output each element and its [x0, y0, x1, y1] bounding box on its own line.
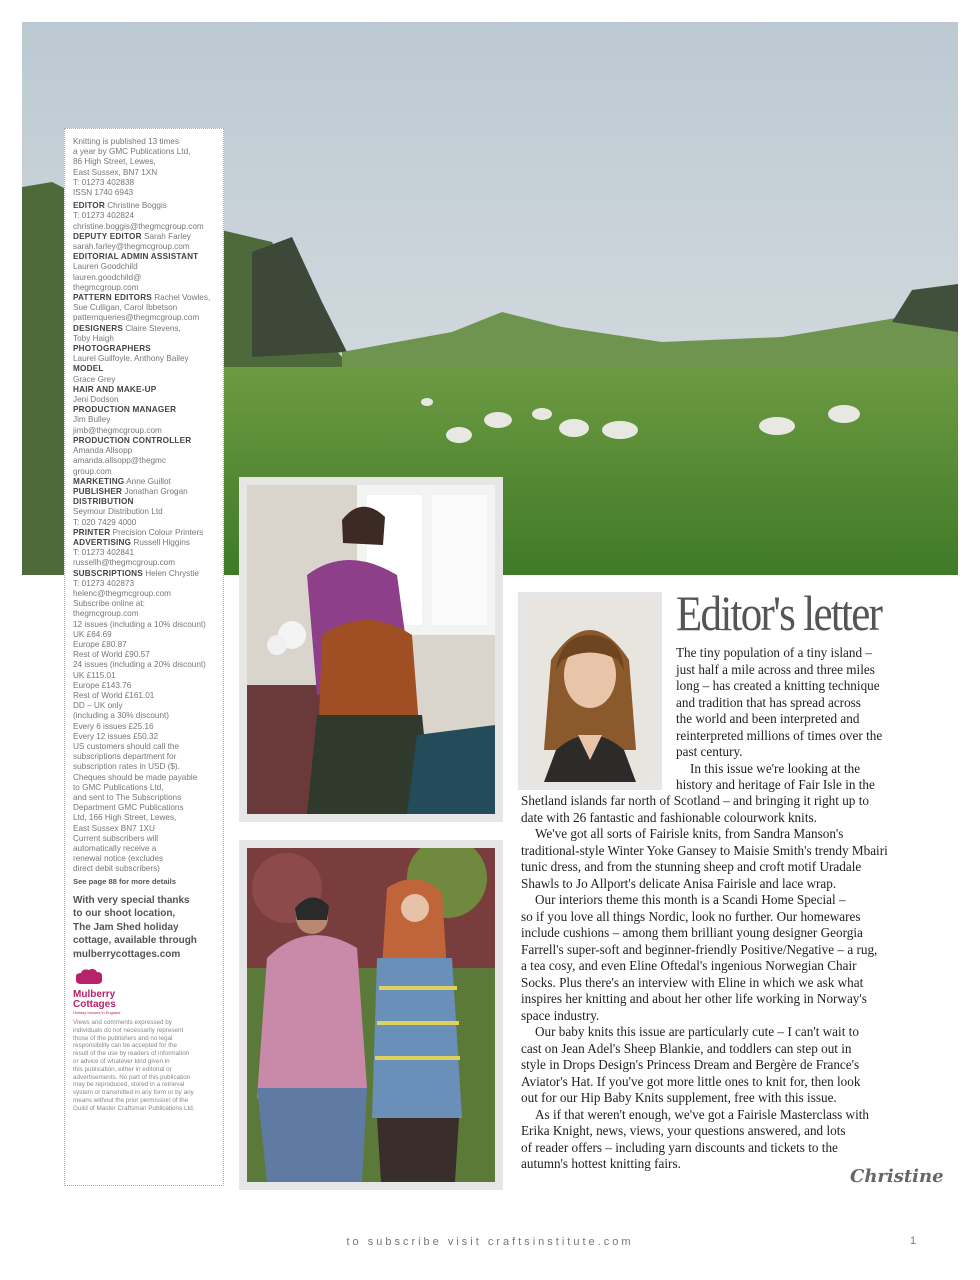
staff-detail: Grace Grey [73, 374, 116, 384]
subscription-rate: Every 12 issues £50.32 [73, 731, 159, 741]
special-thanks [73, 894, 223, 961]
staff-role: MARKETING [73, 476, 125, 486]
staff-detail: sarah.farley@thegmcgroup.com [73, 242, 190, 252]
letter-line: space industry. [521, 1007, 600, 1023]
letter-line: reinterpreted millions of times over the [676, 727, 883, 743]
staff-name: Anne Guillot [126, 476, 171, 486]
staff-credit [73, 385, 223, 395]
logo-text: Mulberry [73, 989, 116, 1001]
us-subscription-info: subscriptions department for [73, 752, 177, 762]
staff-detail: group.com [73, 466, 112, 476]
disclaimer-line: advertisements. No part of this publication [73, 1073, 191, 1081]
letter-line: and tradition that has spread across [676, 694, 861, 710]
letter-line: The tiny population of a tiny island – [676, 645, 872, 660]
staff-detail: thegmcgroup.com [73, 282, 139, 292]
us-subscription-info: Cheques should be made payable [73, 772, 198, 782]
staff-detail: patternqueries@thegmcgroup.com [73, 313, 200, 323]
letter-line: inspires her knitting and about her other life working in Norway's [521, 991, 867, 1006]
us-subscription-info: subscription rates in USD ($). [73, 762, 180, 772]
staff-name: Sarah Farley [144, 231, 191, 241]
staff-detail: helenc@thegmcgroup.com [73, 588, 171, 598]
editor-signature: Christine [850, 1166, 944, 1187]
staff-credit [73, 538, 223, 548]
staff-name: Precision Colour Printers [112, 527, 204, 537]
letter-line: Socks. Plus there's an interview with Eline in which we ask what [521, 974, 864, 990]
letter-line: autumn's hottest knitting fairs. [521, 1156, 681, 1171]
staff-role: DEPUTY EDITOR [73, 231, 142, 241]
subscription-rate: (including a 30% discount) [73, 711, 170, 721]
see-page-note: See page 88 for more details [73, 876, 176, 886]
letter-line: include cushions – among them brilliant young designer Georgia [521, 925, 863, 940]
staff-detail: russellh@thegmcgroup.com [73, 558, 176, 568]
staff-credit [73, 293, 223, 303]
staff-name: Helen Chrystie [145, 568, 199, 578]
masthead-line: a year by GMC Publications Ltd, [73, 147, 191, 157]
staff-detail: Jim Bulley [73, 415, 111, 425]
letter-line: Aviator's Hat. If you've got more little ones to knit for, then look [521, 1073, 861, 1089]
us-subscription-info: East Sussex BN7 1XU [73, 823, 155, 833]
subscription-rate: Subscribe online at: [73, 599, 145, 609]
disclaimer-line: or advice of whatever kind given in [73, 1058, 170, 1066]
thanks-line: The Jam Shed holiday [73, 921, 179, 933]
staff-credit [73, 364, 223, 374]
us-subscription-info: Department GMC Publications [73, 803, 184, 813]
editor-letter-body [521, 793, 921, 1173]
disclaimer-line: responsibility can be accepted for the [73, 1042, 177, 1050]
current-subscribers-info: Current subscribers will [73, 833, 159, 843]
subscription-rate: thegmcgroup.com [73, 609, 139, 619]
staff-detail: Lauren Goodchild [73, 262, 138, 272]
staff-name: Christine Boggis [107, 201, 167, 211]
letter-line: the world and been interpreted and [676, 711, 860, 726]
staff-detail: T: 01273 402824 [73, 211, 135, 221]
staff-detail: Sue Culligan, Carol Ibbetson [73, 303, 178, 313]
thanks-line: With very special thanks [73, 895, 190, 907]
staff-detail: christine.boggis@thegmcgroup.com [73, 221, 204, 231]
us-subscription-info: and sent to The Subscriptions [73, 793, 182, 802]
staff-role: HAIR AND MAKE-UP [73, 384, 157, 394]
letter-line: Farrell's super-soft and beginner-friendly Positive/Negative – a rug, [521, 941, 878, 957]
staff-detail: T: 01273 402873 [73, 578, 135, 588]
staff-credit [73, 497, 223, 507]
staff-credit [73, 487, 223, 497]
logo-tagline: Holiday houses in England [73, 1010, 121, 1016]
us-subscription-info: Ltd, 166 High Street, Lewes, [73, 813, 177, 823]
thanks-line: mulberrycottages.com [73, 948, 181, 960]
staff-detail: Amanda Allsopp [73, 446, 133, 456]
photo-hair-styling-outdoor [239, 840, 503, 1190]
staff-role: PRODUCTION MANAGER [73, 405, 177, 415]
subscription-rate: Rest of World £161.01 [73, 690, 155, 700]
letter-line: history and heritage of Fair Isle in the [676, 777, 875, 792]
subscription-rate: 12 issues (including a 10% discount) [73, 619, 206, 629]
staff-role: EDITOR [73, 201, 105, 211]
staff-detail: T: 01273 402841 [73, 548, 135, 558]
masthead-content [73, 137, 223, 1113]
disclaimer-line: Views and comments expressed by [73, 1019, 172, 1027]
staff-detail: jimb@thegmcgroup.com [73, 425, 162, 435]
letter-line: date with 26 fantastic and fashionable colourwork knits. [521, 809, 817, 825]
staff-role: PATTERN EDITORS [73, 293, 152, 303]
subscription-rate: Europe £80.87 [73, 639, 127, 649]
mulberry-logo-icon [73, 967, 133, 1016]
letter-line: of reader offers – including yarn discounts and tickets to the [521, 1139, 838, 1155]
staff-credit [73, 436, 223, 446]
letter-line: Shawls to Jo Allport's delicate Anisa Fairisle and lace wrap. [521, 875, 837, 891]
staff-name: Jonathan Grogan [124, 486, 188, 496]
subscription-rate: UK £64.69 [73, 629, 112, 639]
staff-role: PRODUCTION CONTROLLER [73, 435, 192, 445]
staff-credit [73, 405, 223, 415]
staff-detail: Laurel Guilfoyle, Anthony Bailey [73, 354, 189, 364]
masthead-line: T: 01273 402838 [73, 177, 135, 187]
current-subscribers-info: renewal notice (excludes [73, 854, 164, 864]
masthead-line: ISSN 1740 6943 [73, 188, 134, 198]
subscription-rate: DD – UK only [73, 701, 123, 711]
staff-role: PRINTER [73, 527, 111, 537]
staff-detail: amanda.allsopp@thegmc [73, 456, 166, 466]
letter-line: style in Drops Design's Princess Dream and Bergère de France's [521, 1057, 860, 1072]
staff-detail: T: 020 7429 4000 [73, 517, 137, 527]
disclaimer-line: result of the use by readers of information [73, 1050, 190, 1058]
letter-line: out for our Hip Baby Knits supplement, free with this issue. [521, 1090, 837, 1105]
letter-line: cast on Jean Adel's Sheep Blankie, and toddlers can step out in [521, 1040, 852, 1056]
letter-paragraph [521, 892, 921, 1024]
logo-text: Cottages [73, 999, 116, 1011]
disclaimer-line: system or transmitted in any form or by any [73, 1089, 194, 1097]
disclaimer-line: Guild of Master Craftsman Publications Ltd. [73, 1104, 195, 1112]
staff-credit [73, 232, 223, 242]
disclaimer-line: means without the prior permission of the [73, 1097, 189, 1105]
disclaimer-line: individuals do not necessarily represent [73, 1026, 184, 1034]
thanks-line: cottage, available through [73, 935, 197, 947]
staff-credit [73, 201, 223, 211]
staff-name: Rachel Vowles, [154, 293, 211, 303]
thanks-line: to our shoot location, [73, 908, 176, 920]
page-number: 1 [910, 1235, 917, 1247]
letter-line: Our interiors theme this month is a Scandi Home Special – [535, 892, 846, 907]
footer-subscribe: to subscribe visit craftsinstitute.com [346, 1236, 634, 1248]
staff-credit [73, 344, 223, 354]
staff-role: DISTRIBUTION [73, 497, 134, 507]
staff-role: EDITORIAL ADMIN ASSISTANT [73, 252, 199, 262]
letter-line: As if that weren't enough, we've got a Fairisle Masterclass with [535, 1106, 869, 1122]
masthead-line: Knitting is published 13 times [73, 137, 180, 146]
subscription-rate: UK £115.01 [73, 670, 116, 680]
us-subscription-info: US customers should call the [73, 741, 180, 751]
letter-line: just half a mile across and three miles [676, 661, 875, 677]
disclaimer-line: may be reproduced, stored in a retrieval [73, 1081, 185, 1089]
letter-line: a tea cosy, and even Eline Oftedal's ingenious Norwegian Chair [521, 958, 857, 973]
letter-line: traditional-style Winter Yoke Gansey to Maisie Smith's trendy Mbairi [521, 842, 888, 858]
staff-role: SUBSCRIPTIONS [73, 568, 143, 578]
staff-role: PHOTOGRAPHERS [73, 344, 151, 354]
subscription-rate: Europe £143.76 [73, 680, 132, 690]
masthead-panel [64, 128, 224, 1186]
current-subscribers-info: direct debit subscribers) [73, 864, 160, 874]
letter-line: tunic dress, and from the stunning sheep and croft motif Uradale [521, 859, 862, 874]
photo-editor-portrait [518, 592, 662, 790]
staff-name: Claire Stevens, [125, 323, 181, 333]
current-subscribers-info: automatically receive a [73, 844, 157, 854]
staff-role: DESIGNERS [73, 323, 124, 333]
letter-line: past century. [676, 744, 743, 759]
staff-detail: Toby Haigh [73, 333, 114, 343]
staff-credit [73, 252, 223, 262]
letter-line: We've got all sorts of Fairisle knits, from Sandra Manson's [535, 826, 844, 841]
staff-name: Russell Higgins [133, 537, 190, 547]
masthead-line: East Sussex, BN7 1XN [73, 167, 158, 177]
staff-role: ADVERTISING [73, 537, 132, 547]
staff-credit [73, 324, 223, 334]
staff-credit [73, 528, 223, 538]
staff-detail: lauren.goodchild@ [73, 272, 142, 282]
subscription-rate: 24 issues (including a 20% discount) [73, 660, 206, 670]
editor-letter-intro [676, 645, 916, 794]
letter-line: long – has created a knitting technique [676, 678, 880, 693]
letter-line: Our baby knits this issue are particularly cute – I can't wait to [535, 1024, 859, 1039]
letter-line: In this issue we're looking at the [690, 760, 861, 776]
disclaimer-line: those of the publishers and no legal [73, 1034, 173, 1042]
staff-detail: Seymour Distribution Ltd [73, 507, 163, 517]
letter-line: Erika Knight, news, views, your questions answered, and lots [521, 1123, 846, 1138]
staff-detail: Jeni Dodson [73, 395, 119, 405]
us-subscription-info: to GMC Publications Ltd, [73, 782, 164, 792]
letter-paragraph [521, 1107, 921, 1173]
letter-paragraph [521, 826, 921, 892]
staff-role: MODEL [73, 364, 104, 374]
letter-line: Shetland islands far north of Scotland – and bringing it right up to [521, 793, 869, 808]
letter-line: so if you love all things Nordic, look no further. Our homewares [521, 908, 861, 924]
subscription-rate: Rest of World £90.57 [73, 650, 150, 660]
disclaimer [73, 1019, 223, 1113]
staff-credit [73, 477, 223, 487]
staff-credit [73, 569, 223, 579]
disclaimer-line: this publication, either in editorial or [73, 1065, 172, 1073]
editor-letter-title: Editor's letter [676, 585, 882, 641]
letter-paragraph [521, 1024, 921, 1107]
photo-hair-styling-indoor [239, 477, 503, 822]
masthead-line: 86 High Street, Lewes, [73, 157, 156, 167]
staff-role: PUBLISHER [73, 486, 123, 496]
subscription-rate: Every 6 issues £25.16 [73, 721, 154, 731]
letter-paragraph [521, 793, 921, 826]
